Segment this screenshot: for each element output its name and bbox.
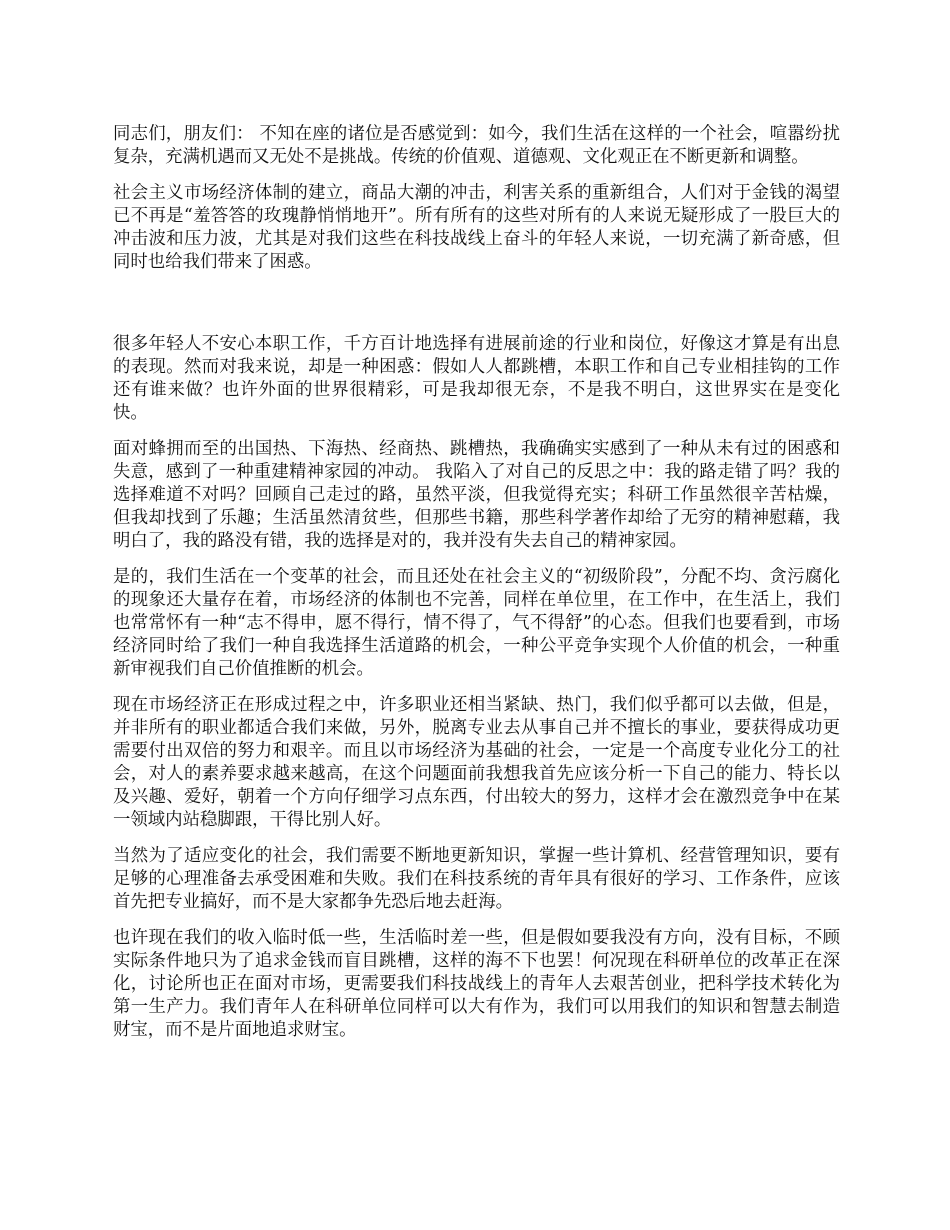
paragraph-4: 面对蜂拥而至的出国热、下海热、经商热、跳槽热，我确确实实感到了一种从未有过的困惑和失意，感到了一种重建精神家园的冲动。 我陷入了对自己的反思之中：我的路走错了吗？我的选择难道不对吗？回顾自己走过的路，虽然平淡，但我觉得充实；科研工作虽然很辛苦枯燥，但我却找到了乐趣；生活虽然清贫些，但那些书籍，那些科学著作却给了无穷的精神慰藉，我明白了，我的路没有错，我的选择是对的，我并没有失去自己的精神家园。	[113, 439, 840, 551]
paragraph-3: 很多年轻人不安心本职工作，千方百计地选择有进展前途的行业和岗位，好像这才算是有出息的表现。然而对我来说，却是一种困惑：假如人人都跳槽，本职工作和自己专业相挂钩的工作还有谁来做？也许外面的世界很精彩，可是我却很无奈，不是我不明白，这世界实在是变化快。	[113, 334, 840, 423]
document-body	[113, 123, 840, 1055]
paragraph-8: 也许现在我们的收入临时低一些，生活临时差一些，但是假如要我没有方向，没有目标，不顾实际条件地只为了追求金钱而盲目跳槽，这样的海不下也罢！何况现在科研单位的改革正在深化，讨论所也正在面对市场，更需要我们科技战线上的青年人去艰苦创业，把科学技术转化为第一生产力。我们青年人在科研单位同样可以大有作为，我们可以用我们的知识和智慧去制造财宝，而不是片面地追求财宝。	[113, 928, 840, 1040]
paragraph-6: 现在市场经济正在形成过程之中，许多职业还相当紧缺、热门，我们似乎都可以去做，但是，并非所有的职业都适合我们来做，另外，脱离专业去从事自己并不擅长的事业，要获得成功更需要付出双倍的努力和艰辛。而且以市场经济为基础的社会，一定是一个高度专业化分工的社会，对人的素养要求越来越高，在这个问题面前我想我首先应该分析一下自己的能力、特长以及兴趣、爱好，朝着一个方向仔细学习点东西，付出较大的努力，这样才会在激烈竞争中在某一领域内站稳脚跟，干得比别人好。	[113, 695, 840, 830]
paragraph-7: 当然为了适应变化的社会，我们需要不断地更新知识，掌握一些计算机、经营管理知识，要有足够的心理准备去承受困难和失败。我们在科技系统的青年具有很好的学习、工作条件，应该首先把专业搞好，而不是大家都争先恐后地去赶海。	[113, 846, 840, 912]
paragraph-1: 同志们，朋友们： 不知在座的诸位是否感觉到：如今，我们生活在这样的一个社会，喧嚣纷扰复杂，充满机遇而又无处不是挑战。传统的价值观、道德观、文化观正在不断更新和调整。	[113, 124, 840, 167]
paragraph-5: 是的，我们生活在一个变革的社会，而且还处在社会主义的“初级阶段”，分配不均、贪污腐化的现象还大量存在着，市场经济的体制也不完善，同样在单位里，在工作中，在生活上，我们也常常怀有一种“志不得申，愿不得行，情不得了，气不得舒”的心态。但我们也要看到，市场经济同时给了我们一种自我选择生活道路的机会，一种公平竞争实现个人价值的机会，一种重新审视我们自己价值推断的机会。	[113, 567, 840, 679]
section-gap	[113, 287, 840, 333]
paragraph-2: 社会主义市场经济体制的建立，商品大潮的冲击，利害关系的重新组合，人们对于金钱的渴望已不再是“羞答答的玫瑰静悄悄地开”。所有所有的这些对所有的人来说无疑形成了一股巨大的冲击波和压力波，尤其是对我们这些在科技战线上奋斗的年轻人来说，一切充满了新奇感，但同时也给我们带来了困惑。	[113, 183, 840, 272]
